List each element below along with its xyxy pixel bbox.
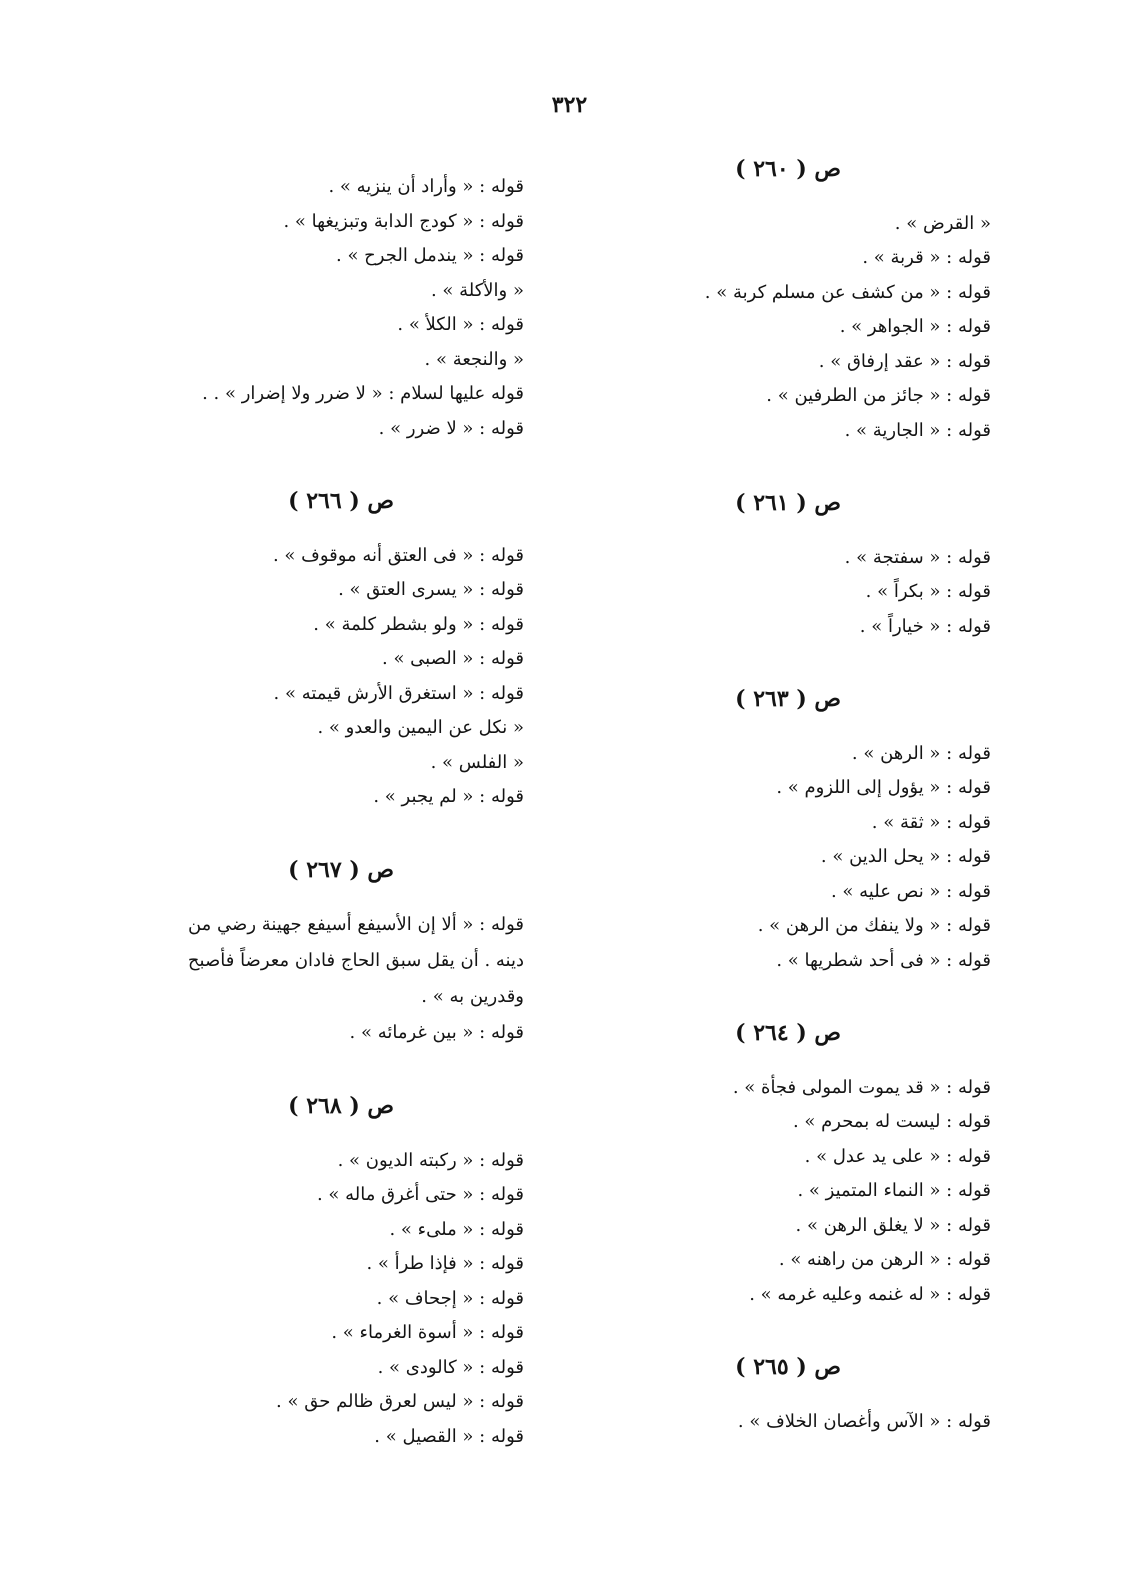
entry-line: قوله : « يحل الدين » .	[820, 846, 991, 867]
entry-line: قوله : « لا ضرر » .	[378, 417, 524, 439]
entry-list	[571, 737, 991, 979]
entry-line: قوله : « أسوة الغرماء » .	[331, 1322, 524, 1343]
entry-line: قوله : « وأراد أن ينزيه » .	[328, 176, 524, 197]
section	[571, 1350, 991, 1439]
section	[571, 486, 991, 644]
entry-line: قوله : ليست له بمحرم » .	[792, 1111, 991, 1132]
entry-line: « الفلس » .	[430, 751, 524, 773]
entry-line: قوله : « خياراً » .	[859, 615, 991, 637]
entry-line: قوله : « النماء المتميز » .	[797, 1180, 991, 1201]
entry-line: قوله : « يسرى العتق » .	[338, 579, 524, 600]
entry-line: قوله : « حتى أغرق ماله » .	[316, 1184, 524, 1205]
entry-line: قوله : « فى أحد شطريها » .	[776, 949, 991, 971]
entry-line: قوله : « فإذا طرأ » .	[366, 1253, 524, 1274]
section	[44, 484, 524, 815]
entry-line: قوله : « عقد إرفاق » .	[818, 350, 991, 372]
entry-line: قوله : « جائز من الطرفين » .	[766, 385, 991, 406]
entry-list	[44, 907, 524, 1051]
entry-list	[44, 170, 524, 446]
entry-list	[44, 1144, 524, 1455]
entry-line: قوله : « على يد عدل » .	[804, 1145, 991, 1167]
section	[44, 170, 524, 446]
entry-line: قوله : « بين غرمائه » .	[349, 1022, 524, 1043]
entry-line: قوله : « ليس لعرق ظالم حق » .	[276, 1391, 524, 1412]
entry-line: قوله : « لم يجبر » .	[373, 786, 524, 807]
section	[571, 152, 991, 448]
section-heading: ص ( ٢٦٦ )	[288, 488, 394, 514]
entry-line: قوله : « ولو بشطر كلمة » .	[313, 613, 524, 635]
entry-line: قوله : « لا يغلق الرهن » .	[795, 1214, 991, 1236]
page-number: ٣٢٢	[551, 92, 588, 118]
left-column	[44, 170, 524, 1492]
entry-line: قوله : « ثقة » .	[871, 811, 991, 833]
entry-line: قوله : « الجواهر » .	[839, 316, 991, 337]
section	[571, 682, 991, 978]
section-heading: ص ( ٢٦١ )	[735, 490, 841, 516]
entry-line: قوله : « الجارية » .	[844, 419, 991, 441]
entry-line: قوله : « من كشف عن مسلم كربة » .	[704, 281, 991, 303]
entry-line: قوله : « الرهن » .	[851, 742, 991, 764]
right-column	[571, 152, 991, 1477]
entry-line: قوله : « بكراً » .	[865, 581, 991, 602]
entry-line: قوله : « قربة » .	[862, 247, 991, 268]
entry-line: قوله : « ألا إن الأسيفع أسيفع جهينة رضي من	[187, 914, 524, 935]
entry-line: قوله : « إجحاف » .	[376, 1287, 524, 1309]
entry-line: قوله : « الآس وأغصان الخلاف » .	[737, 1410, 991, 1432]
entry-line: قوله : « الرهن من راهنه » .	[778, 1249, 991, 1270]
entry-line: وقدرين به » .	[421, 986, 524, 1007]
entry-line: قوله عليها لسلام : « لا ضرر ولا إضرار » . .	[202, 383, 524, 404]
section-heading: ص ( ٢٦٤ )	[735, 1020, 841, 1046]
entry-list	[571, 541, 991, 645]
entry-line: « والنجعة » .	[424, 348, 524, 370]
entry-line: قوله : « الصبى » .	[382, 648, 524, 669]
entry-list	[571, 207, 991, 449]
section	[44, 1089, 524, 1454]
entry-line: قوله : « الكلأ » .	[397, 314, 524, 335]
entry-line: « والأكلة » .	[430, 279, 524, 301]
section	[571, 1016, 991, 1312]
entry-line: قوله : « سفتجة » .	[844, 546, 991, 568]
entry-line: قوله : « قد يموت المولى فجأة » .	[732, 1076, 991, 1098]
entry-line: قوله : « يندمل الجرح » .	[336, 245, 524, 266]
entry-line: دينه . أن يقل سبق الحاج فادان معرضاً فأصبح	[187, 950, 524, 971]
section-heading: ص ( ٢٦٧ )	[288, 856, 394, 883]
entry-list	[571, 1071, 991, 1313]
entry-line: قوله : « استغرق الأرش قيمته » .	[273, 682, 524, 704]
entry-line: « نكل عن اليمين والعدو » .	[317, 717, 524, 738]
entry-line: « القرض » .	[894, 212, 991, 234]
entry-list	[571, 1405, 991, 1440]
entry-line: قوله : « نص عليه » .	[830, 880, 991, 902]
section-heading: ص ( ٢٦٥ )	[735, 1354, 841, 1380]
section-heading: ص ( ٢٦٨ )	[288, 1093, 394, 1119]
section	[44, 853, 524, 1052]
entry-line: قوله : « فى العتق أنه موقوف » .	[272, 544, 524, 566]
entry-line: قوله : « ركبته الديون » .	[337, 1149, 524, 1171]
entry-line: قوله : « كالودى » .	[377, 1356, 524, 1378]
section-heading: ص ( ٢٦٣ )	[735, 686, 841, 712]
entry-line: قوله : « ولا ينفك من الرهن » .	[757, 915, 991, 936]
entry-line: قوله : « ملىء » .	[389, 1218, 524, 1240]
entry-line: قوله : « يؤول إلى اللزوم » .	[776, 777, 991, 798]
entry-line: قوله : « له غنمه وعليه غرمه » .	[749, 1283, 991, 1305]
entry-line: قوله : « القصيل » .	[374, 1425, 524, 1447]
entry-line: قوله : « كودج الدابة وتبزيغها » .	[283, 210, 524, 232]
entry-list	[44, 539, 524, 815]
section-heading: ص ( ٢٦٠ )	[735, 156, 841, 182]
